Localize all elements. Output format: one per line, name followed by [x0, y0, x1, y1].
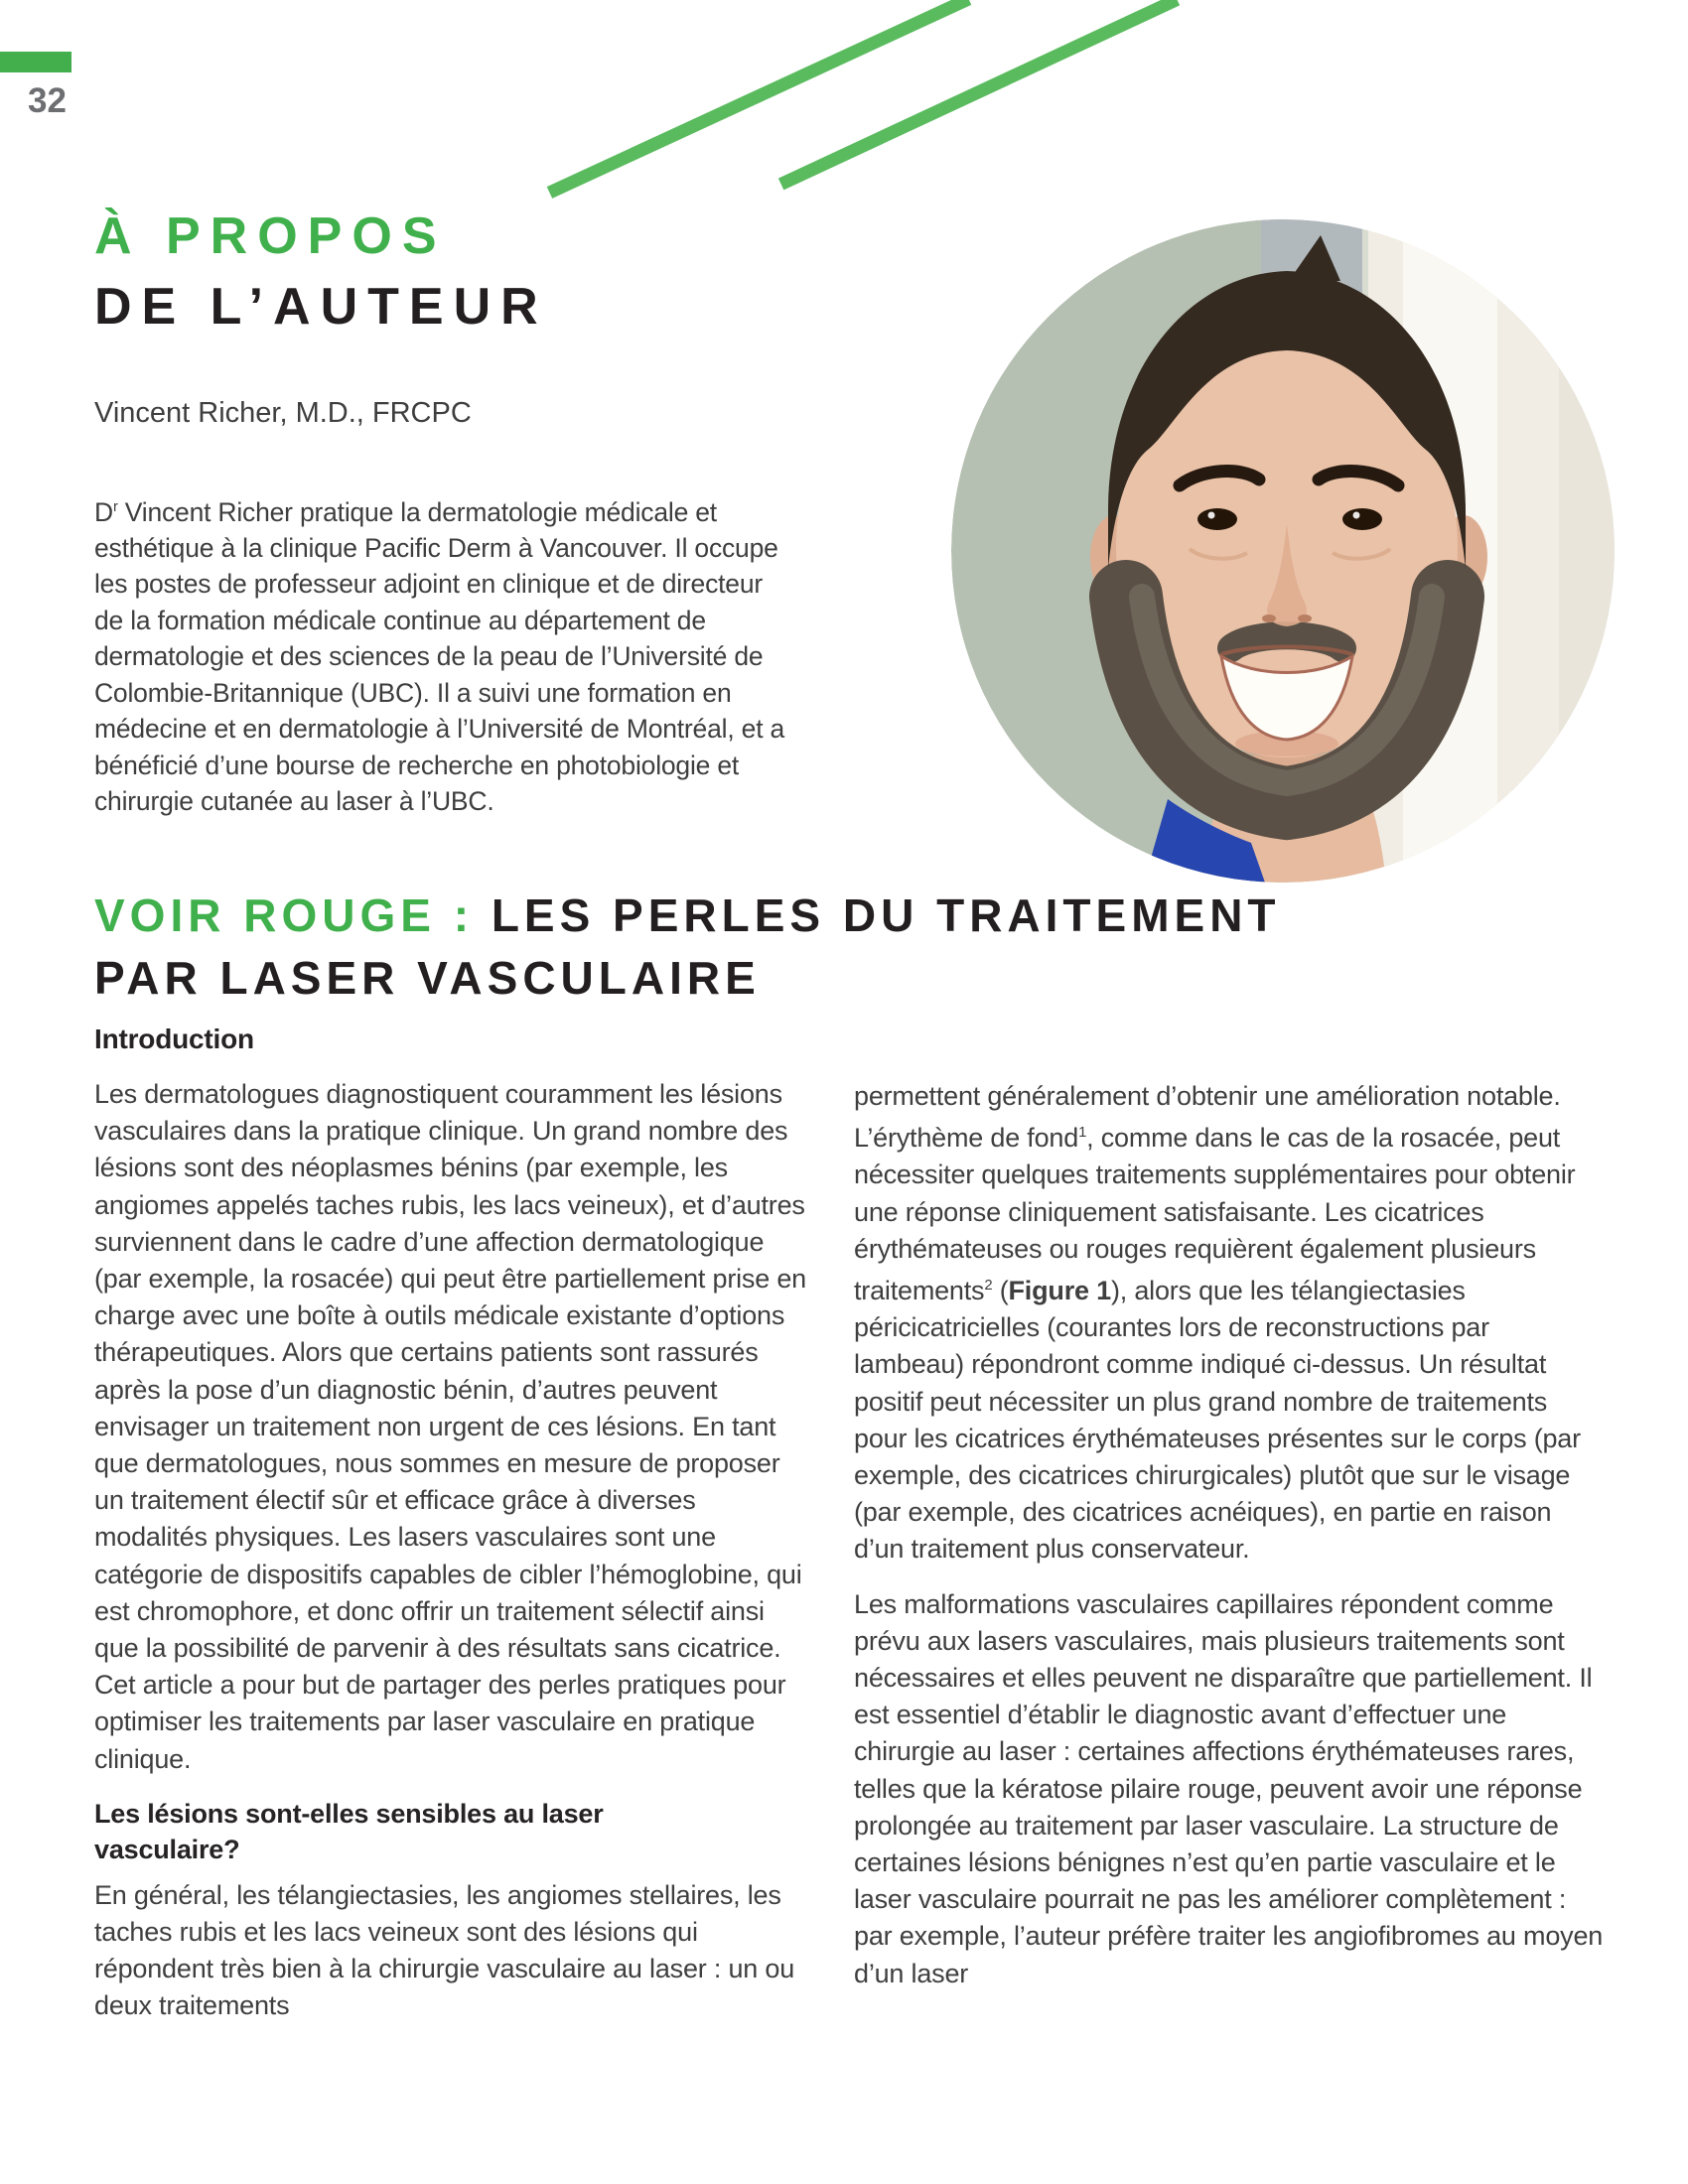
right-paragraph-2: Les malformations vasculaires capillaires répondent comme prévu aux lasers vasculaires, mais plusieurs traitements sont nécessaires et elles peuvent ne disparaître que partiellement. Il est essentiel d’établir le diagnostic avant d’effectuer une chirurgie au laser : certaines affections érythémateuses rares, telles que la kératose pilaire rouge, peuvent avoir une réponse prolongée au traitement par laser vasculaire. La structure de certaines lésions bénignes n’est qu’en partie vasculaire et le laser vasculaire pourrait ne pas les améliorer complètement : par exemple, l’auteur préfère traiter les angiofibromes au moyen d’un laser: [854, 1588, 1604, 1988]
left-paragraph-1: Les dermatologues diagnostiquent couramment les lésions vasculaires dans la pratique clinique. Un grand nombre des lésions sont des néoplasmes bénins (par exemple, les angiomes appelés taches rubis, les lacs veineux), et d’autres surviennent dans le cadre d’une affection dermatologique (par exemple, la rosacée) qui peut être partiellement prise en charge avec une boîte à outils médicale existante d’options thérapeutiques. Alors que certains patients sont rassurés après la pose d’un diagnostic bénin, d’autres peuvent envisager un traitement non urgent de ces lésions. En tant que dermatologues, nous sommes en mesure de proposer un traitement électif sûr et efficace grâce à diverses modalités physiques. Les lasers vasculaires sont une catégorie de dispositifs capables de cibler l’hémoglobine, qui est chromophore, et donc offrir un traitement sélectif ainsi que la possibilité de parvenir à des résultats sans cicatrice. Cet article a pour but de partager des perles pratiques pour optimiser les traitements par laser vasculaire en pratique clinique.: [94, 1079, 806, 1774]
page-number: 32: [28, 81, 67, 120]
about-author-title: [94, 202, 548, 342]
body-column-right: [854, 1078, 1607, 2010]
right-paragraph-1: permettent généralement d’obtenir une amélioration notable. L’érythème de fond$^1$, comme dans le cas de la rosacée, peut nécessiter quelques traitements supplémentaires pour obtenir une réponse cliniquement satisfaisante. Les cicatrices érythémateuses ou rouges requièrent également plusieurs traitements$^2$ (Figure 1), alors que les télangiectasies péricicatricielles (courantes lors de reconstructions par lambeau) répondront comme indiqué ci-dessus. Un résultat positif peut nécessiter un plus grand nombre de traitements pour les cicatrices érythémateuses présentes sur le corps (par exemple, des cicatrices chirurgicales) plutôt que sur le visage (par exemple, des cicatrices acnéiques), en partie en raison d’un traitement plus conservateur.: [854, 1081, 1581, 1565]
author-bio: $D^r$ Vincent Richer pratique la dermatologie médicale et esthétique à la clinique Pacific Derm à Vancouver. Il occupe les postes de professeur adjoint en clinique et de directeur de la formation médicale continue au département de dermatologie et des sciences de la peau de l’Université de Colombie-Britannique (UBC). Il a suivi une formation en médecine et en dermatologie à l’Université de Montréal, et a bénéficié d’une bourse de recherche en photobiologie et chirurgie cutanée au laser à l’UBC.: [94, 496, 785, 817]
page-corner-bar: [0, 52, 71, 72]
article-title-rest-line1: LES PERLES DU TRAITEMENT: [491, 889, 1281, 941]
diagonal-line-decoration-1: [547, 0, 972, 199]
body-column-left: [94, 1023, 811, 2043]
article-title-accent: VOIR ROUGE :: [94, 889, 475, 941]
author-photo-illustration: [951, 219, 1615, 883]
diagonal-line-decoration-2: [778, 0, 1180, 190]
left-subheading: Les lésions sont-elles sensibles au laser vasculaire?: [94, 1798, 604, 1864]
author-photo: [951, 219, 1615, 883]
article-title-rest-line2: PAR LASER VASCULAIRE: [94, 952, 761, 1004]
article-title: [94, 885, 1281, 1010]
about-title-line2: DE L’AUTEUR: [94, 278, 548, 336]
author-name: Vincent Richer, M.D., FRCPC: [94, 397, 472, 429]
left-paragraph-2: En général, les télangiectasies, les angiomes stellaires, les taches rubis et les lacs veineux sont des lésions qui répondent très bien à la chirurgie vasculaire au laser : un ou deux traitements: [94, 1879, 795, 2021]
about-title-line1: À PROPOS: [94, 207, 447, 265]
intro-heading: Introduction: [94, 1024, 254, 1054]
